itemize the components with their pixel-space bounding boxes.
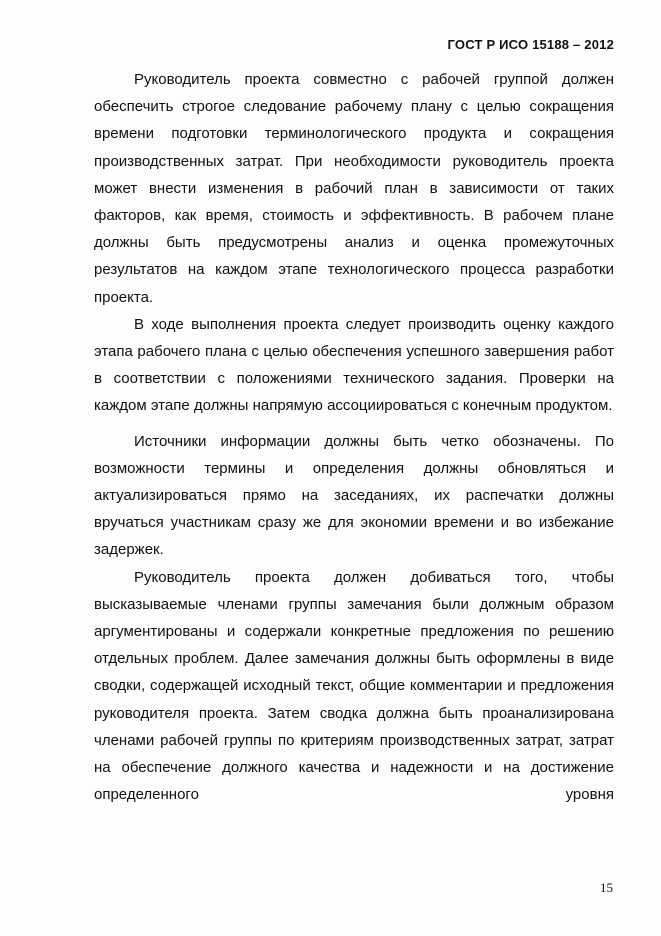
page-number: 15 [600, 880, 613, 895]
standard-header: ГОСТ Р ИСО 15188 – 2012 [447, 37, 614, 52]
paragraph: Руководитель проекта совместно с рабочей группой должен обеспечить строгое следование рабочему плану с целью сокращения времени подготовки терминологического продукта и сокращения производственных затрат. При необходимости руководитель проекта может внести изменения в рабочий план в зависимости от таких факторов, как время, стоимость и эффективность. В рабочем плане должны быть предусмотрены анализ и оценка промежуточных результатов на каждом этапе технологического процесса разработки проекта. [94, 71, 614, 306]
paragraph: Источники информации должны быть четко обозначены. По возможности термины и определения должны обновляться и актуализироваться прямо на заседаниях, их распечатки должны вручаться участникам сразу же для экономии времени и во избежание задержек. [94, 432, 614, 559]
paragraph: Руководитель проекта должен добиваться того, чтобы высказываемые членами группы замечания были должным образом аргументированы и содержали конкретные предложения по решению отдельных проблем. Далее замечания должны быть оформлены в виде сводки, содержащей исходный текст, общие комментарии и предложения руководителя проекта. Затем сводка должна быть проанализирована членами рабочей группы по критериям производственных затрат, затрат на обеспечение должного качества и надежности и на достижение определенного уровня [94, 568, 614, 804]
paragraph: В ходе выполнения проекта следует производить оценку каждого этапа рабочего плана с целью обеспечения успешного завершения работ в соответствии с положениями технического задания. Проверки на каждом этапе должны напрямую ассоциироваться с конечным продуктом. [94, 315, 614, 415]
body-text [94, 66, 614, 808]
